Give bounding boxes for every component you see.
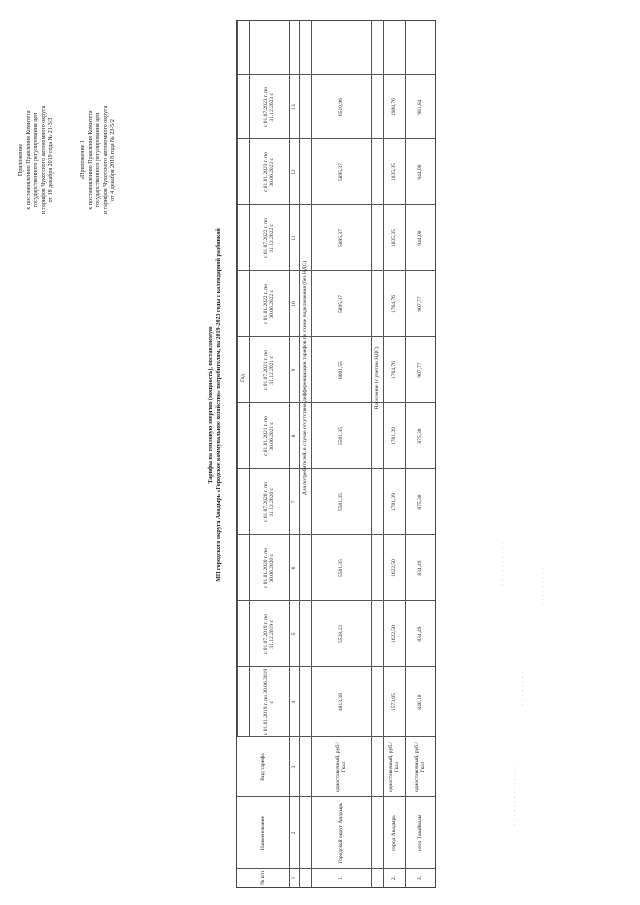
- row-1-value: 6001,55: [337, 361, 344, 379]
- row-3-no: 3.: [416, 875, 423, 881]
- col-number: 9: [290, 368, 297, 372]
- prior-line: и тарифов Чукотского автономного округа: [102, 105, 109, 215]
- row-1-no: 1.: [337, 875, 344, 881]
- row-2-value: 1835,35: [390, 163, 397, 181]
- period-header: с 01.01.2023 г. по 30.06.2023 г.: [262, 151, 275, 193]
- title-line-1: Тарифы на тепловую энергию (мощность), поставляемую: [208, 326, 214, 484]
- col-number: 7: [290, 500, 297, 504]
- appendix-line: Приложение: [18, 143, 24, 177]
- period-header: с 01.07.2020 г. по 31.12.2020 г.: [262, 481, 275, 523]
- row-2-value: 1622,50: [390, 625, 397, 643]
- row-2-value: 1701,39: [390, 427, 397, 445]
- col-number: 4: [290, 700, 297, 704]
- col-number: 3: [290, 765, 297, 769]
- row-3-value: 944,08: [416, 230, 423, 246]
- row-1-value: 5528,23: [337, 625, 344, 643]
- col-number: 2: [290, 831, 297, 835]
- col-number: 13: [290, 104, 297, 110]
- row-3-value: 840,18: [416, 694, 423, 710]
- period-header: с 01.07.2021 г. по 31.12.2021 г.: [262, 349, 275, 391]
- col-number: 6: [290, 566, 297, 570]
- appendix-block: [18, 55, 56, 265]
- col-number: 1: [290, 876, 297, 880]
- section-heading-2: Население (с учетом НДС): [373, 346, 380, 410]
- period-header: с 01.07.2022 г. по 31.12.2022 г.: [262, 217, 275, 259]
- appendix-line: от 18 декабря 2019 года № 21-3/3: [48, 117, 54, 203]
- row-3-value: 907,77: [416, 362, 423, 378]
- faint-dots: . . . . . . . . . .: [500, 542, 505, 585]
- col-number: 8: [290, 434, 297, 438]
- row-2-value: 1573,05: [390, 693, 397, 711]
- period-header: с 01.01.2022 г. по 30.06.2022 г.: [262, 283, 275, 325]
- row-3-type: одноставочный, руб./Гкал: [413, 742, 426, 792]
- period-header: с 01.01.2020 г. по 30.06.2020 г.: [262, 547, 275, 589]
- row-3-value: 875,38: [416, 428, 423, 444]
- row-1-value: 5895,37: [337, 163, 344, 181]
- appendix-line: к постановлению Правления Комитета: [25, 110, 32, 210]
- col-number: 11: [290, 235, 297, 241]
- row-2-value: 1764,76: [390, 361, 397, 379]
- tariff-table: [236, 20, 436, 888]
- header-no: № п/п: [259, 870, 266, 886]
- row-3-name: село Тавайваам: [416, 814, 423, 852]
- row-1-name: Городской округ Анадырь: [337, 802, 344, 864]
- header-type: Вид тарифа: [259, 753, 266, 781]
- prior-line: от 4 декабря 2018 года № 23-5/2: [110, 119, 116, 201]
- prior-line: государственного регулирования цен: [95, 112, 101, 208]
- row-1-value: 5501,35: [337, 493, 344, 511]
- row-2-value: 1835,35: [390, 229, 397, 247]
- title-line-2: МП городского округа Анадырь «Городское коммунальное хозяйство» потребителям, на 2019-2023 годы с календарной разбивкой: [215, 228, 222, 582]
- document-title: [208, 25, 223, 785]
- prior-line: к постановлению Правления Комитета: [87, 110, 94, 210]
- faint-dots: . . . . . . . . .: [540, 566, 545, 605]
- row-1-value: 5895,37: [337, 229, 344, 247]
- col-number: 12: [290, 169, 297, 175]
- row-3-value: 981,84: [416, 99, 423, 115]
- faint-dots: . . . . . . . . . . . . . .: [512, 764, 517, 825]
- col-number: 5: [290, 632, 297, 636]
- row-1-value: 4813,38: [337, 693, 344, 711]
- period-header: с 01.01.2019 г. по 30.06.2019 г.: [262, 668, 275, 736]
- faint-dots: . . . . . . . .: [520, 671, 525, 705]
- row-2-value: 1764,76: [390, 295, 397, 313]
- period-header: с 01.07.2023 г. по 31.12.2023 г.: [262, 86, 275, 128]
- row-3-value: 834,49: [416, 626, 423, 642]
- period-header: с 01.07.2019 г. по 31.12.2019 г.: [262, 613, 275, 655]
- appendix-line: и тарифов Чукотского автономного округа: [40, 105, 47, 215]
- row-3-value: 907,77: [416, 296, 423, 312]
- row-1-value: 6510,96: [337, 98, 344, 116]
- row-2-type: одноставочный, руб./Гкал: [387, 742, 400, 792]
- header-year-group: Год: [239, 373, 246, 383]
- header-name: Наименование: [259, 815, 266, 851]
- period-header: с 01.01.2021 г. по 30.06.2021 г.: [262, 415, 275, 457]
- row-2-no: 2.: [390, 875, 397, 881]
- row-3-value: 834,49: [416, 560, 423, 576]
- section-heading-1: Для потребителей, в случае отсутствия дифференциации тарифов по схеме подключения (без НДС): [301, 260, 308, 496]
- row-2-value: 1908,76: [390, 98, 397, 116]
- prior-line: «Приложение 1: [80, 140, 86, 180]
- row-2-value: 1701,39: [390, 493, 397, 511]
- prior-appendix-block: [80, 55, 118, 265]
- row-3-value: 875,38: [416, 494, 423, 510]
- appendix-line: государственного регулирования цен: [33, 112, 39, 208]
- row-1-value: 5501,35: [337, 559, 344, 577]
- row-2-name: город Анадырь: [390, 815, 397, 851]
- row-1-type: одноставочный, руб./Гкал: [334, 742, 347, 792]
- row-3-value: 944,08: [416, 164, 423, 180]
- col-number: 10: [290, 301, 297, 307]
- row-1-value: 5895,37: [337, 295, 344, 313]
- row-1-value: 5501,35: [337, 427, 344, 445]
- row-2-value: 1622,50: [390, 559, 397, 577]
